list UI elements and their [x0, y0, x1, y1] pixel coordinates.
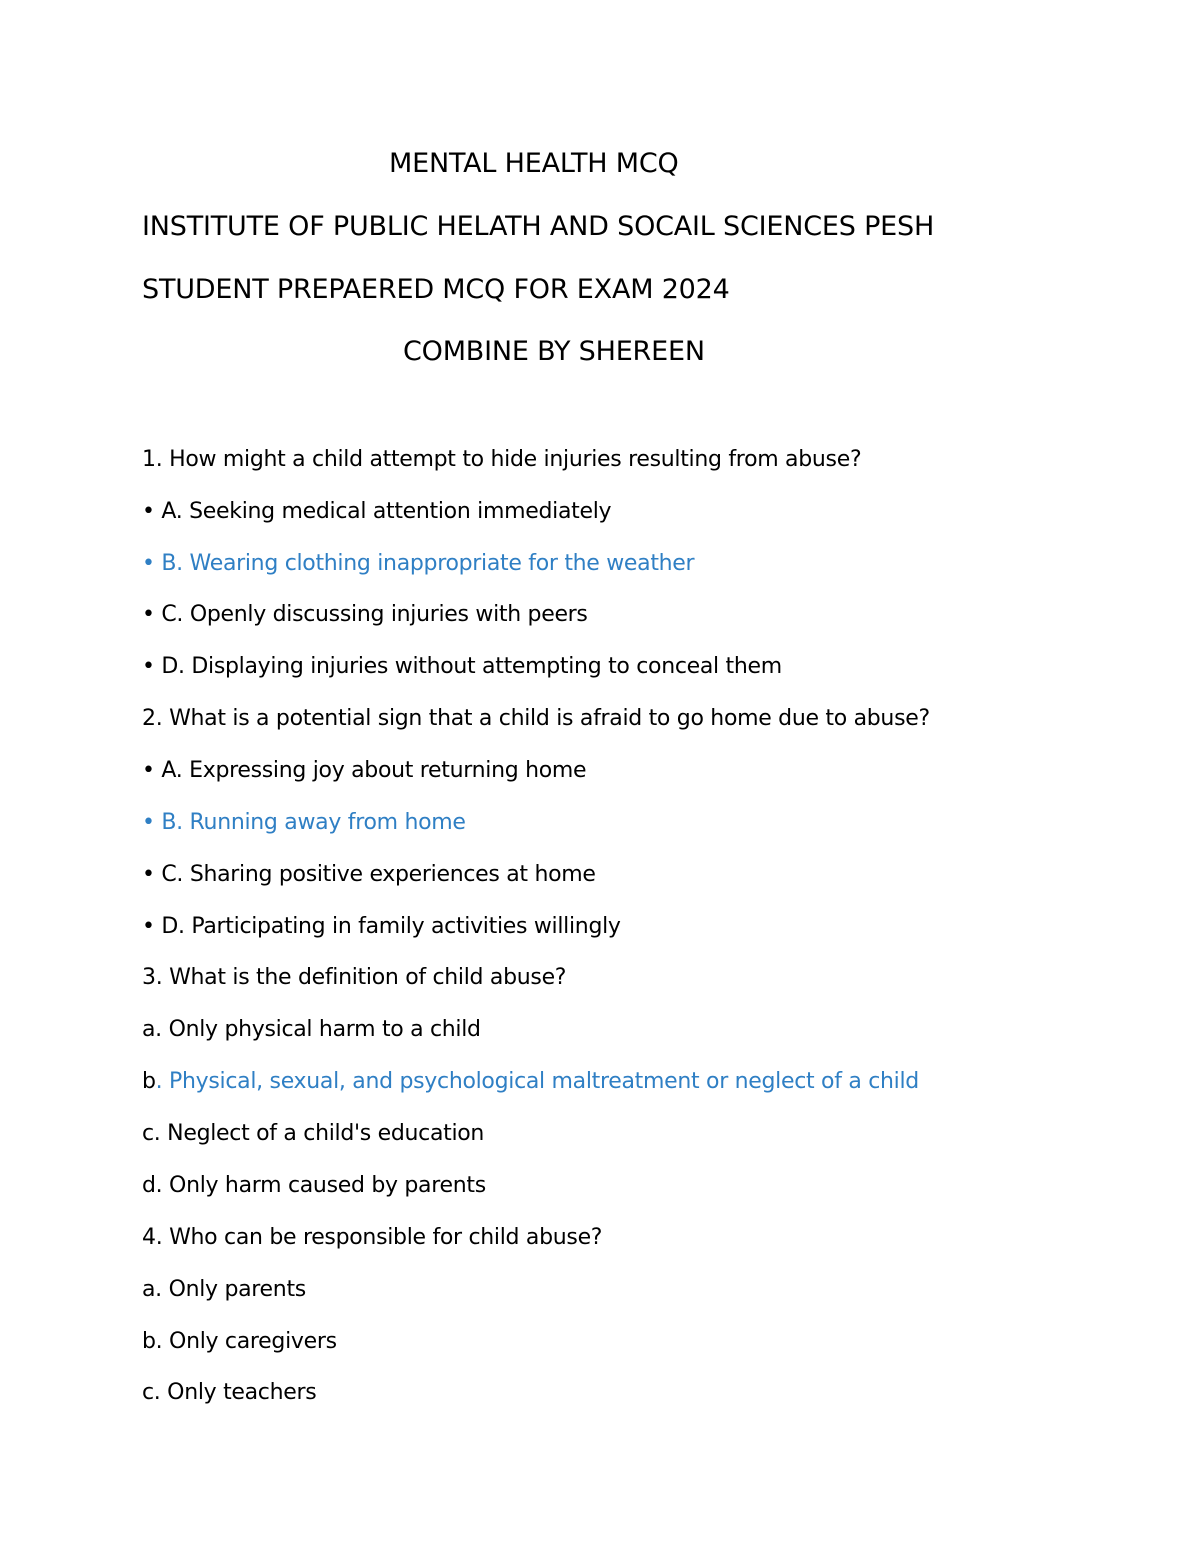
question-3-option-a: a. Only physical harm to a child	[142, 1017, 481, 1042]
question-2-option-a: • A. Expressing joy about returning home	[142, 758, 587, 783]
question-3-option-c: c. Neglect of a child's education	[142, 1121, 485, 1146]
question-3-option-b-answer	[142, 1067, 919, 1097]
institute-name: INSTITUTE OF PUBLIC HELATH AND SOCAIL SCIENCES PESH	[142, 211, 935, 242]
question-2: 2. What is a potential sign that a child is afraid to go home due to abuse?	[142, 706, 930, 731]
option-letter: b	[142, 1069, 156, 1094]
document-subtitle: STUDENT PREPAERED MCQ FOR EXAM 2024	[142, 274, 730, 305]
question-1-option-c: • C. Openly discussing injuries with peers	[142, 602, 588, 627]
question-4: 4. Who can be responsible for child abuse?	[142, 1225, 603, 1250]
question-1: 1. How might a child attempt to hide injuries resulting from abuse?	[142, 447, 862, 472]
question-4-option-c: c. Only teachers	[142, 1380, 317, 1405]
question-3-option-d: d. Only harm caused by parents	[142, 1173, 486, 1198]
question-1-option-b-answer: • B. Wearing clothing inappropriate for the weather	[142, 551, 695, 576]
question-4-option-b: b. Only caregivers	[142, 1329, 337, 1354]
question-4-option-a: a. Only parents	[142, 1277, 306, 1302]
compiler-credit: COMBINE BY SHEREEN	[403, 336, 705, 367]
option-text: . Physical, sexual, and psychological maltreatment or neglect of a child	[155, 1069, 919, 1094]
question-2-option-c: • C. Sharing positive experiences at home	[142, 862, 596, 887]
question-1-option-a: • A. Seeking medical attention immediately	[142, 499, 612, 524]
question-2-option-d: • D. Participating in family activities willingly	[142, 914, 621, 939]
question-2-option-b-answer: • B. Running away from home	[142, 810, 466, 835]
document-title: MENTAL HEALTH MCQ	[389, 148, 679, 179]
question-3: 3. What is the definition of child abuse?	[142, 965, 567, 990]
question-1-option-d: • D. Displaying injuries without attempting to conceal them	[142, 654, 782, 679]
